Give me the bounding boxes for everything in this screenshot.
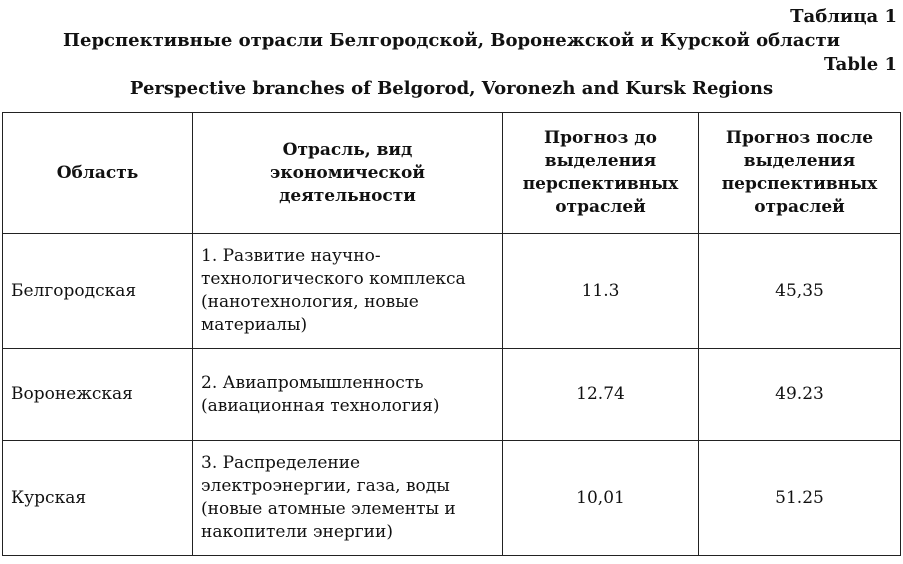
cell-forecast-after: 49.23 — [699, 349, 901, 441]
table-title-en: Perspective branches of Belgorod, Voronezh and Kursk Regions — [129, 78, 774, 99]
cell-forecast-before: 11.3 — [503, 234, 699, 349]
table-title-ru: Перспективные отрасли Белгородской, Воронежской и Курской области — [63, 30, 840, 51]
cell-branch: 2. Авиапромышленность (авиационная технология) — [193, 349, 503, 441]
table-label-en: Table 1 — [823, 54, 897, 75]
cell-forecast-after: 45,35 — [699, 234, 901, 349]
cell-region: Курская — [3, 441, 193, 556]
cell-branch: 3. Распределение электроэнергии, газа, воды (новые атомные элементы и накопители энергии) — [193, 441, 503, 556]
table-row — [3, 234, 901, 349]
cell-region: Белгородская — [3, 234, 193, 349]
cell-forecast-before: 10,01 — [503, 441, 699, 556]
header-forecast-before: Прогноз до выделения перспективных отраслей — [503, 113, 699, 234]
header-forecast-after: Прогноз после выделения перспективных отраслей — [699, 113, 901, 234]
cell-branch: 1. Развитие научно-технологического комплекса (нанотехнология, новые материалы) — [193, 234, 503, 349]
table-row — [3, 441, 901, 556]
table-row — [3, 349, 901, 441]
table-header-row — [3, 113, 901, 234]
header-branch: Отрасль, вид экономической деятельности — [193, 113, 503, 234]
header-region: Область — [3, 113, 193, 234]
cell-forecast-after: 51.25 — [699, 441, 901, 556]
cell-region: Воронежская — [3, 349, 193, 441]
branches-table — [2, 112, 901, 556]
cell-forecast-before: 12.74 — [503, 349, 699, 441]
table-label-ru: Таблица 1 — [790, 6, 897, 27]
